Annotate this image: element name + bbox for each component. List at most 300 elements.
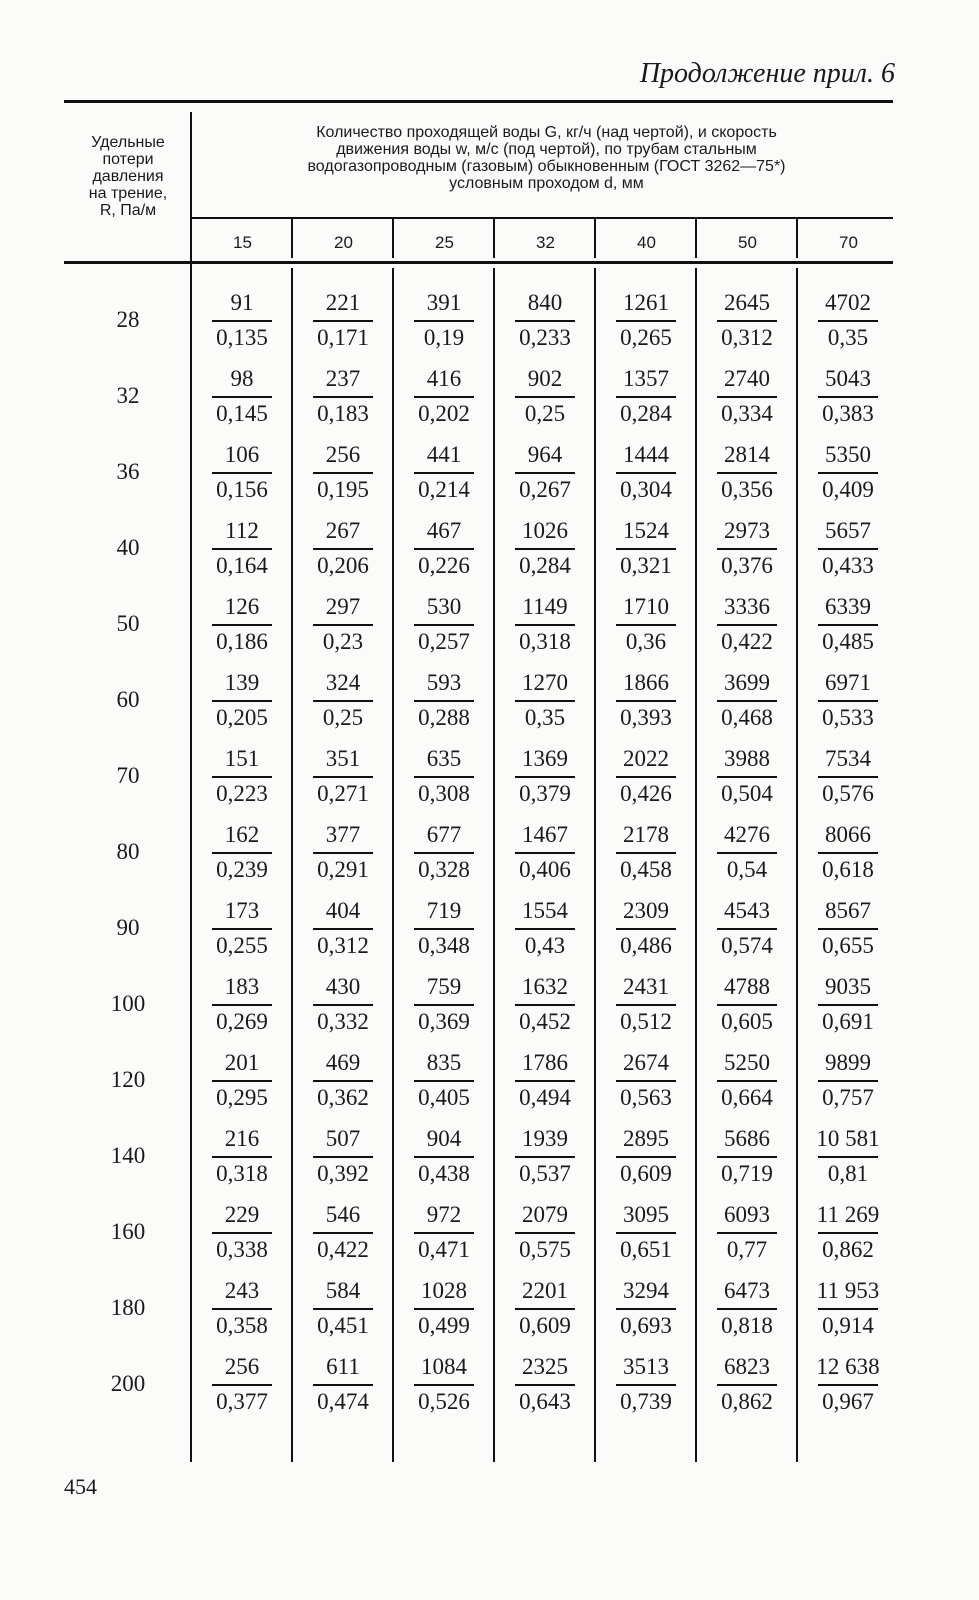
fraction-line [313,320,373,322]
fraction-line [515,776,575,778]
fraction-line [616,548,676,550]
table-cell [596,1120,696,1194]
fraction-line [515,320,575,322]
table-cell [394,1348,494,1422]
fraction-line [818,624,878,626]
row-pressure-loss: 36 [116,459,140,484]
table-cell [697,436,797,510]
table-cell [697,816,797,890]
flow-value: 391 [426,290,462,315]
fraction-line [717,1004,777,1006]
fraction-line [212,548,272,550]
fraction-line [717,928,777,930]
fraction-line [414,472,474,474]
velocity-value: 0,655 [822,933,874,958]
velocity-value: 0,356 [721,477,773,502]
column-header-diameter: 50 [738,233,757,252]
velocity-value: 0,312 [317,933,369,958]
fraction-line [414,700,474,702]
main-header-line: условным проходом d, мм [449,175,644,192]
fraction-line [515,548,575,550]
fraction-line [313,548,373,550]
table-cell [394,968,494,1042]
flow-value: 256 [224,1354,260,1379]
fraction-line [515,1080,575,1082]
column-header-diameter: 32 [536,233,555,252]
fraction-line [717,320,777,322]
flow-value: 430 [325,974,361,999]
velocity-value: 0,609 [620,1161,672,1186]
flow-value: 173 [224,898,260,923]
velocity-value: 0,914 [822,1313,874,1338]
fraction-line [717,624,777,626]
velocity-value: 0,533 [822,705,874,730]
table-cell [293,816,393,890]
fraction-line [313,1156,373,1158]
fraction-line [313,776,373,778]
fraction-line [717,1308,777,1310]
fraction-line [616,624,676,626]
velocity-value: 0,691 [822,1009,874,1034]
table-cell [293,588,393,662]
velocity-value: 0,54 [726,857,768,882]
fraction-line [616,928,676,930]
flow-value: 5350 [825,442,871,467]
flow-value: 3699 [724,670,770,695]
fraction-line [515,472,575,474]
fraction-line [717,1232,777,1234]
flow-value: 2178 [623,822,669,847]
flow-value: 972 [426,1202,462,1227]
flow-value: 1786 [522,1050,568,1075]
flow-value: 6823 [724,1354,770,1379]
table-cell [192,664,292,738]
fraction-line [313,472,373,474]
flow-value: 469 [325,1050,361,1075]
row-pressure-loss: 50 [116,611,140,636]
table-cell [192,816,292,890]
flow-value: 229 [224,1202,260,1227]
fraction-line [515,700,575,702]
fraction-line [414,396,474,398]
fraction-line [313,1384,373,1386]
velocity-value: 0,267 [519,477,571,502]
velocity-value: 0,183 [317,401,369,426]
table-cell [192,740,292,814]
table-cell [394,1272,494,1346]
flow-value: 2325 [522,1354,568,1379]
fraction-line [414,320,474,322]
column-header-diameter: 40 [637,233,656,252]
top-rule [64,100,893,103]
fraction-line [616,1308,676,1310]
fraction-line [515,396,575,398]
flow-value: 6093 [724,1202,770,1227]
velocity-value: 0,19 [423,325,465,350]
velocity-value: 0,609 [519,1313,571,1338]
velocity-value: 0,862 [822,1237,874,1262]
fraction-line [717,852,777,854]
table-cell [495,1196,595,1270]
flow-value: 2740 [724,366,770,391]
velocity-value: 0,422 [721,629,773,654]
table-cell [798,664,898,738]
table-cell [596,1348,696,1422]
table-cell [394,436,494,510]
fraction-line [818,776,878,778]
fraction-line [313,1004,373,1006]
table-cell [697,968,797,1042]
table-cell [798,892,898,966]
fraction-line [414,1080,474,1082]
velocity-value: 0,433 [822,553,874,578]
flow-value: 12 638 [816,1354,880,1379]
velocity-value: 0,605 [721,1009,773,1034]
flow-value: 416 [426,366,462,391]
table-cell [697,1044,797,1118]
flow-value: 351 [325,746,361,771]
table-cell [697,664,797,738]
velocity-value: 0,226 [418,553,470,578]
velocity-value: 0,284 [620,401,672,426]
table-cell [798,968,898,1042]
flow-value: 2022 [623,746,669,771]
flow-value: 11 953 [816,1278,880,1303]
left-header-line: Удельные [91,134,165,151]
table-cell [394,360,494,434]
fraction-line [414,852,474,854]
flow-value: 1444 [623,442,669,467]
velocity-value: 0,575 [519,1237,571,1262]
table-cell [798,436,898,510]
table-cell [192,1120,292,1194]
table-cell [192,968,292,1042]
fraction-line [515,928,575,930]
fraction-line [717,1080,777,1082]
column-header-diameter: 25 [435,233,454,252]
fraction-line [616,1004,676,1006]
velocity-value: 0,693 [620,1313,672,1338]
continuation-title: Продолжение прил. 6 [639,58,895,89]
flow-value: 3513 [623,1354,669,1379]
row-pressure-loss: 140 [110,1143,146,1168]
table-cell [697,1348,797,1422]
velocity-value: 0,23 [322,629,364,654]
table-cell [495,968,595,1042]
flow-value: 964 [527,442,563,467]
table-cell [798,588,898,662]
table-cell [697,892,797,966]
fraction-line [313,396,373,398]
flow-value: 1026 [522,518,568,543]
fraction-line [818,1156,878,1158]
table-cell [192,1272,292,1346]
fraction-line [616,1232,676,1234]
velocity-value: 0,504 [721,781,773,806]
velocity-value: 0,332 [317,1009,369,1034]
fraction-line [414,1384,474,1386]
table-cell [495,512,595,586]
velocity-value: 0,318 [519,629,571,654]
fraction-line [313,928,373,930]
velocity-value: 0,291 [317,857,369,882]
fraction-line [414,1308,474,1310]
fraction-line [616,396,676,398]
flow-value: 183 [224,974,260,999]
flow-value: 584 [325,1278,361,1303]
fraction-line [515,1384,575,1386]
table-cell [596,892,696,966]
table-cell [697,1120,797,1194]
flow-value: 7534 [825,746,871,771]
row-pressure-loss: 70 [116,763,140,788]
main-header-line: водогазопроводным (газовым) обыкновенным (ГОСТ 3262—75*) [307,158,786,175]
table-cell [495,664,595,738]
fraction-line [414,548,474,550]
velocity-value: 0,308 [418,781,470,806]
velocity-value: 0,334 [721,401,773,426]
velocity-value: 0,379 [519,781,571,806]
velocity-value: 0,719 [721,1161,773,1186]
velocity-value: 0,574 [721,933,773,958]
table-cell [192,1196,292,1270]
velocity-value: 0,392 [317,1161,369,1186]
fraction-line [717,396,777,398]
velocity-value: 0,651 [620,1237,672,1262]
velocity-value: 0,452 [519,1009,571,1034]
flow-value: 6339 [825,594,871,619]
table-cell [596,1272,696,1346]
subheader-rule [192,217,893,219]
row-pressure-loss: 120 [110,1067,146,1092]
velocity-value: 0,205 [216,705,268,730]
fraction-line [818,1232,878,1234]
table-cell [596,512,696,586]
table-cell [394,1120,494,1194]
fraction-line [818,852,878,854]
flow-value: 2895 [623,1126,669,1151]
fraction-line [515,1004,575,1006]
table-cell [495,588,595,662]
table-cell [798,1120,898,1194]
table-cell [394,1196,494,1270]
table-cell [596,436,696,510]
table-cell [293,968,393,1042]
fraction-line [212,776,272,778]
row-pressure-loss: 40 [116,535,140,560]
row-pressure-loss: 28 [116,307,140,332]
table-cell [293,1196,393,1270]
flow-value: 377 [325,822,361,847]
fraction-line [818,1308,878,1310]
table-cell [798,1272,898,1346]
table-cell [293,360,393,434]
fraction-line [313,1080,373,1082]
left-header-line: R, Па/м [99,202,157,219]
row-pressure-loss: 80 [116,839,140,864]
fraction-line [414,928,474,930]
row-pressure-loss: 180 [110,1295,146,1320]
flow-value: 2645 [724,290,770,315]
velocity-value: 0,255 [216,933,268,958]
velocity-value: 0,563 [620,1085,672,1110]
table-cell [798,512,898,586]
flow-value: 5250 [724,1050,770,1075]
velocity-value: 0,967 [822,1389,874,1414]
fraction-line [616,776,676,778]
fraction-line [616,852,676,854]
flow-value: 2973 [724,518,770,543]
velocity-value: 0,81 [827,1161,869,1186]
fraction-line [818,1384,878,1386]
flow-value: 1710 [623,594,669,619]
table-cell [697,360,797,434]
table-cell [798,1044,898,1118]
velocity-value: 0,328 [418,857,470,882]
fraction-line [212,852,272,854]
flow-value: 635 [426,746,462,771]
velocity-value: 0,362 [317,1085,369,1110]
flow-value: 106 [224,442,260,467]
velocity-value: 0,512 [620,1009,672,1034]
velocity-value: 0,818 [721,1313,773,1338]
velocity-value: 0,458 [620,857,672,882]
flow-value: 267 [325,518,361,543]
velocity-value: 0,526 [418,1389,470,1414]
flow-value: 297 [325,594,361,619]
fraction-line [515,1232,575,1234]
fraction-line [717,472,777,474]
velocity-value: 0,321 [620,553,672,578]
velocity-value: 0,202 [418,401,470,426]
fraction-line [818,396,878,398]
velocity-value: 0,474 [317,1389,369,1414]
table-cell [192,588,292,662]
flow-value: 91 [230,290,254,315]
flow-value: 5657 [825,518,871,543]
velocity-value: 0,43 [524,933,566,958]
fraction-line [717,1156,777,1158]
velocity-value: 0,284 [519,553,571,578]
velocity-value: 0,77 [726,1237,768,1262]
table-cell [293,1044,393,1118]
flow-value: 126 [224,594,260,619]
table-cell [495,1120,595,1194]
fraction-line [717,776,777,778]
table-cell [394,740,494,814]
table-cell [798,1348,898,1422]
fraction-line [818,548,878,550]
velocity-value: 0,135 [216,325,268,350]
velocity-value: 0,537 [519,1161,571,1186]
flow-value: 9899 [825,1050,871,1075]
table-cell [495,740,595,814]
flow-value: 759 [426,974,462,999]
table-cell [495,1272,595,1346]
flow-value: 840 [527,290,563,315]
flow-value: 611 [326,1354,360,1379]
velocity-value: 0,35 [524,705,566,730]
flow-value: 467 [426,518,462,543]
table-cell [394,1044,494,1118]
table-cell [697,588,797,662]
flow-value: 1939 [522,1126,568,1151]
velocity-value: 0,271 [317,781,369,806]
flow-value: 593 [426,670,462,695]
velocity-value: 0,499 [418,1313,470,1338]
fraction-line [212,1232,272,1234]
table-cell [596,284,696,358]
velocity-value: 0,36 [625,629,667,654]
flow-value: 4788 [724,974,770,999]
flow-value: 904 [426,1126,462,1151]
table-cell [495,816,595,890]
table-cell [697,1196,797,1270]
flow-value: 6971 [825,670,871,695]
velocity-value: 0,295 [216,1085,268,1110]
flow-value: 112 [225,518,259,543]
table-cell [192,1348,292,1422]
velocity-value: 0,171 [317,325,369,350]
flow-value: 4276 [724,822,770,847]
table-cell [192,436,292,510]
table-cell [495,436,595,510]
velocity-value: 0,269 [216,1009,268,1034]
table-cell [596,588,696,662]
table-cell [596,816,696,890]
flow-value: 507 [325,1126,361,1151]
flow-value: 216 [224,1126,260,1151]
fraction-line [515,852,575,854]
fraction-line [616,700,676,702]
velocity-value: 0,145 [216,401,268,426]
flow-value: 6473 [724,1278,770,1303]
fraction-line [212,320,272,322]
fraction-line [616,320,676,322]
velocity-value: 0,239 [216,857,268,882]
flow-value: 1084 [421,1354,467,1379]
flow-value: 1028 [421,1278,467,1303]
flow-value: 201 [224,1050,260,1075]
main-header [200,124,893,192]
fraction-line [616,472,676,474]
velocity-value: 0,156 [216,477,268,502]
left-header-line: потери [102,151,154,168]
velocity-value: 0,358 [216,1313,268,1338]
fraction-line [212,1080,272,1082]
table-cell [192,892,292,966]
flow-value: 835 [426,1050,462,1075]
fraction-line [515,624,575,626]
table-cell [798,740,898,814]
fraction-line [313,1308,373,1310]
table-cell [697,1272,797,1346]
table-cell [394,284,494,358]
velocity-value: 0,383 [822,401,874,426]
flow-value: 530 [426,594,462,619]
table-cell [495,284,595,358]
flow-value: 3336 [724,594,770,619]
flow-value: 5686 [724,1126,770,1151]
flow-value: 1357 [623,366,669,391]
table-cell [495,1044,595,1118]
flow-value: 162 [224,822,260,847]
flow-value: 1632 [522,974,568,999]
column-header-diameter: 20 [334,233,353,252]
velocity-value: 0,406 [519,857,571,882]
flow-value: 2674 [623,1050,669,1075]
column-header-diameter: 15 [233,233,252,252]
